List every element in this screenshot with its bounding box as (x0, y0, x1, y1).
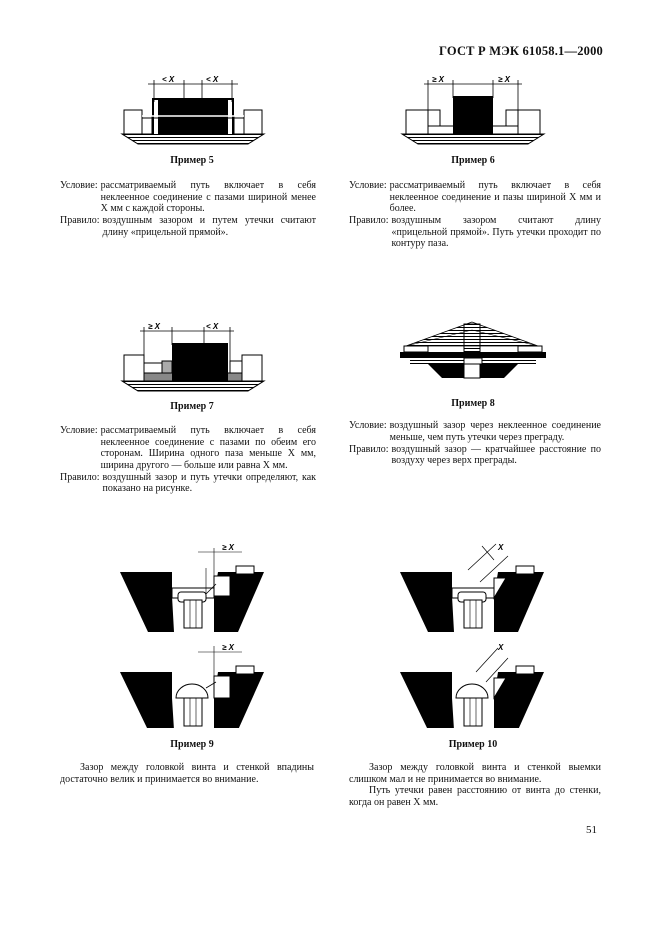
caption-example-8: Пример 8 (451, 398, 495, 409)
caption-example-7: Пример 7 (170, 401, 214, 412)
dim-label-x: X (498, 643, 504, 652)
paragraph: Зазор между головкой винта и стенкой впадины достаточно велик и принимается во внимание. (60, 762, 314, 785)
caption-example-10: Пример 10 (448, 739, 498, 750)
figure-example-10 (398, 538, 548, 728)
rule-label: Правило: (349, 215, 389, 227)
paragraph: Путь утечки равен расстоянию от винта до стенки, когда он равен X мм. (349, 785, 601, 808)
figure-example-6 (398, 70, 548, 150)
rule-text: воздушный зазор — кратчайшее расстояние по воздуху через верх преграды. (391, 443, 601, 467)
text-example-8 (349, 420, 601, 467)
rule-text: воздушный зазор и путь утечки определяют, как показано на рисунке. (102, 471, 316, 495)
condition-text: рассматриваемый путь включает в себя неклеенное соединение с пазами по обеим его сторонам. Ширина одного паза меньше X мм, ширина другого — больше или равна X мм. (100, 425, 316, 471)
dim-label-x: X (498, 543, 504, 552)
rule-text: воздушным зазором считают длину «прицельной прямой». Путь утечки проходит по контуру паза. (391, 215, 601, 250)
dim-label-ge-x: ≥ X (432, 75, 444, 84)
dim-label-ge-x: ≥ X (148, 322, 160, 331)
page-number: 51 (586, 824, 597, 836)
dim-label-lt-x: < X (206, 75, 219, 84)
dim-label-ge-x: ≥ X (222, 543, 234, 552)
condition-label: Условие: (349, 420, 387, 431)
caption-example-5: Пример 5 (170, 155, 214, 166)
rule-label: Правило: (60, 215, 100, 227)
text-example-9 (60, 762, 314, 785)
text-example-6 (349, 180, 601, 251)
rule-label: Правило: (349, 443, 389, 455)
dim-label-lt-x: < X (162, 75, 175, 84)
document-header: ГОСТ Р МЭК 61058.1—2000 (439, 44, 603, 58)
condition-label: Условие: (349, 180, 387, 191)
dim-label-ge-x: ≥ X (222, 643, 234, 652)
text-example-7 (60, 425, 316, 496)
rule-label: Правило: (60, 471, 100, 483)
condition-text: воздушный зазор через неклеенное соединение меньше, чем путь утечки через преграду. (389, 420, 601, 443)
condition-text: рассматриваемый путь включает в себя неклеенное соединение и пазы шириной X мм и более. (389, 180, 601, 215)
figure-example-9 (118, 538, 268, 728)
dim-label-lt-x: < X (206, 322, 219, 331)
condition-label: Условие: (60, 180, 98, 191)
text-example-10 (349, 762, 601, 808)
condition-label: Условие: (60, 425, 98, 436)
figure-example-5 (118, 70, 268, 150)
figure-example-8 (398, 320, 548, 386)
condition-text: рассматриваемый путь включает в себя неклеенное соединение с пазами шириной менее X мм с каждой стороны. (100, 180, 316, 215)
rule-text: воздушным зазором и путем утечки считают длину «прицельной прямой». (102, 215, 316, 238)
text-example-5 (60, 180, 316, 239)
caption-example-6: Пример 6 (451, 155, 495, 166)
caption-example-9: Пример 9 (170, 739, 214, 750)
paragraph: Зазор между головкой винта и стенкой выемки слишком мал и не принимается во внимание. (349, 762, 601, 785)
figure-example-7 (118, 317, 268, 397)
dim-label-ge-x: ≥ X (498, 75, 510, 84)
